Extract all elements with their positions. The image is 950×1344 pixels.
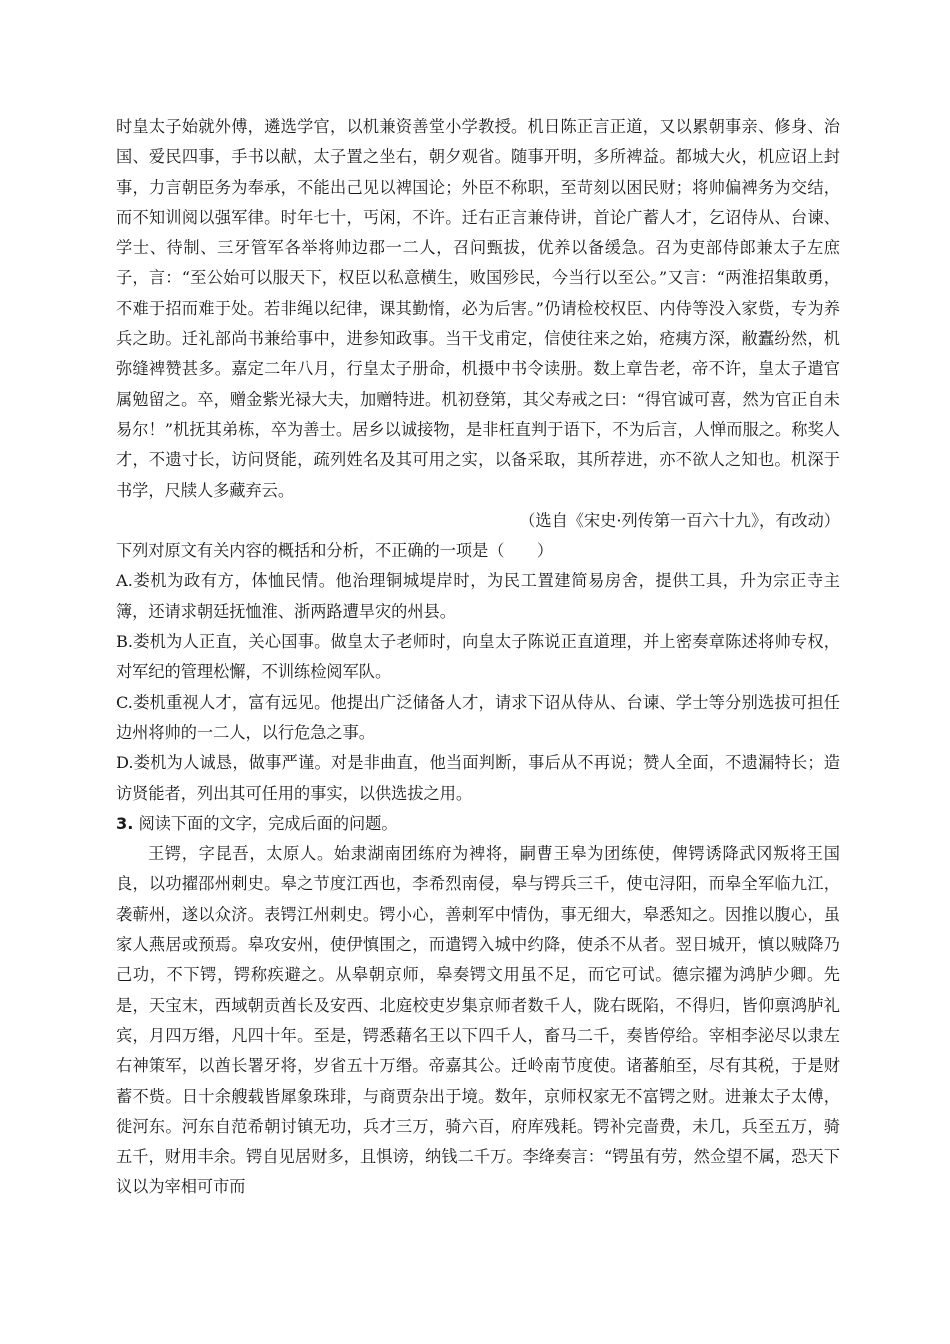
- passage-source: （选自《宋史·列传第一百六十九》，有改动）: [519, 510, 840, 530]
- passage-body: 时皇太子始就外傅，遴选学官，以机兼资善堂小学教授。机日陈正言正道，又以累朝事亲、修身、治国、爱民四事，手书以献，太子置之坐右，朝夕观省。随事开明，多所裨益。都城大火，机应诏上封事，力言朝臣务为奉承，不能出己见以裨国论；外臣不称职，至苛刻以困民财；将帅偏裨务为交结，而不知训阅以强军律。时年七十，丐闲，不许。迁右正言兼侍讲，首论广蓄人才，乞诏侍从、台谏、学士、待制、三牙管军各举将帅边郡一二人，召问甄拔，优养以备缓急。召为吏部侍郎兼太子左庶子，言：“至公始可以服天下，权臣以私意横生，败国殄民，今当行以至公。”又言：“两淮招集敢勇，不难于招而难于处。若非绳以纪律，课其勤惰，必为后害。”仍请检校权臣、内侍等没入家赀，专为养兵之助。迁礼部尚书兼给事中，进参知政事。当干戈甫定，信使往来之始，疮痍方深，敝蠹纷然，机弥缝裨赞甚多。嘉定二年八月，行皇太子册命，机摄中书令读册。数上章告老，帝不许，皇太子遣官属勉留之。卒，赠金紫光禄大夫，加赠特进。机初登第，其父寿戒之曰：“得官诚可喜，然为官正自未易尔！”机抚其弟栋，卒为善士。居乡以诚接物，是非枉直判于语下，不为后言，人惮而服之。称奖人才，不遗寸长，访问贤能，疏列姓名及其可用之实，以备采取，其所荐进，亦不欲人之知也。机深于书学，尺牍人多藏弃云。: [116, 117, 840, 500]
- passage-2-body: 王锷，字昆吾，太原人。始隶湖南团练府为裨将，嗣曹王皋为团练使，俾锷诱降武冈叛将王国良，以功擢邵州刺史。皋之节度江西也，李希烈南侵，皋与锷兵三千，使屯浔阳，而皋全军临九江，袭蕲州，遂以众济。表锷江州刺史。锷小心，善刺军中情伪，事无细大，皋悉知之。因推以腹心，虽家人燕居或预焉。皋攻安州，使伊慎围之，而遣锷入城中约降，使杀不从者。翌日城开，慎以贼降乃己功，不下锷，锷称疾避之。从皋朝京师，皋奏锷文用虽不足，而它可试。德宗擢为鸿胪少卿。先是，天宝末，西域朝贡酋长及安西、北庭校吏岁集京师者数千人，陇右既陷，不得归，皆仰禀鸿胪礼宾，月四万缗，凡四十年。至是，锷悉藉名王以下四千人，畜马二千，奏皆停给。宰相李泌尽以隶左右神策军，以酋长署牙将，岁省五十万缗。帝嘉其公。迁岭南节度使。诸蕃舶至，尽有其税，于是财蓄不赀。日十余艘载皆犀象珠琲，与商贾杂出于境。数年，京师权家无不富锷之财。进兼太子太傅，徙河东。河东自范希朝讨镇无功，兵才三万，骑六百，府库残耗。锷补完啬费，未几，兵至五万，骑五千，财用丰余。锷自见居财多，且惧谤，纳钱二千万。李绛奏言：“锷虽有劳，然佥望不属，恐天下议以为宰相可市而: [116, 844, 840, 1197]
- document-page: [116, 112, 840, 1203]
- option-b: B.娄机为人正直，关心国事。做皇太子老师时，向皇太子陈说正直道理，并上密奏章陈述将帅专权，对军纪的管理松懈，不训练检阅军队。: [116, 632, 840, 682]
- option-a: A.娄机为政有方，体恤民情。他治理铜城堤岸时，为民工置建简易房舍，提供工具，升为宗正寺主簿，还请求朝廷抚恤淮、浙两路遭旱灾的州县。: [116, 571, 840, 621]
- option-d: D.娄机为人诚恳，做事严谨。对是非曲直，他当面判断，事后从不再说；赞人全面，不遗漏特长；造访贤能者，列出其可任用的事实，以供选拔之用。: [116, 753, 840, 803]
- option-c: C.娄机重视人才，富有远见。他提出广泛储备人才，请求下诏从侍从、台谏、学士等分别选拔可担任边州将帅的一二人，以行危急之事。: [116, 692, 840, 742]
- section-number: 3.: [116, 813, 134, 833]
- section-3-heading: [116, 809, 840, 839]
- section-instruction: 阅读下面的文字，完成后面的问题。: [133, 813, 398, 833]
- question-stem: 下列对原文有关内容的概括和分析，不正确的一项是（ ）: [116, 541, 554, 561]
